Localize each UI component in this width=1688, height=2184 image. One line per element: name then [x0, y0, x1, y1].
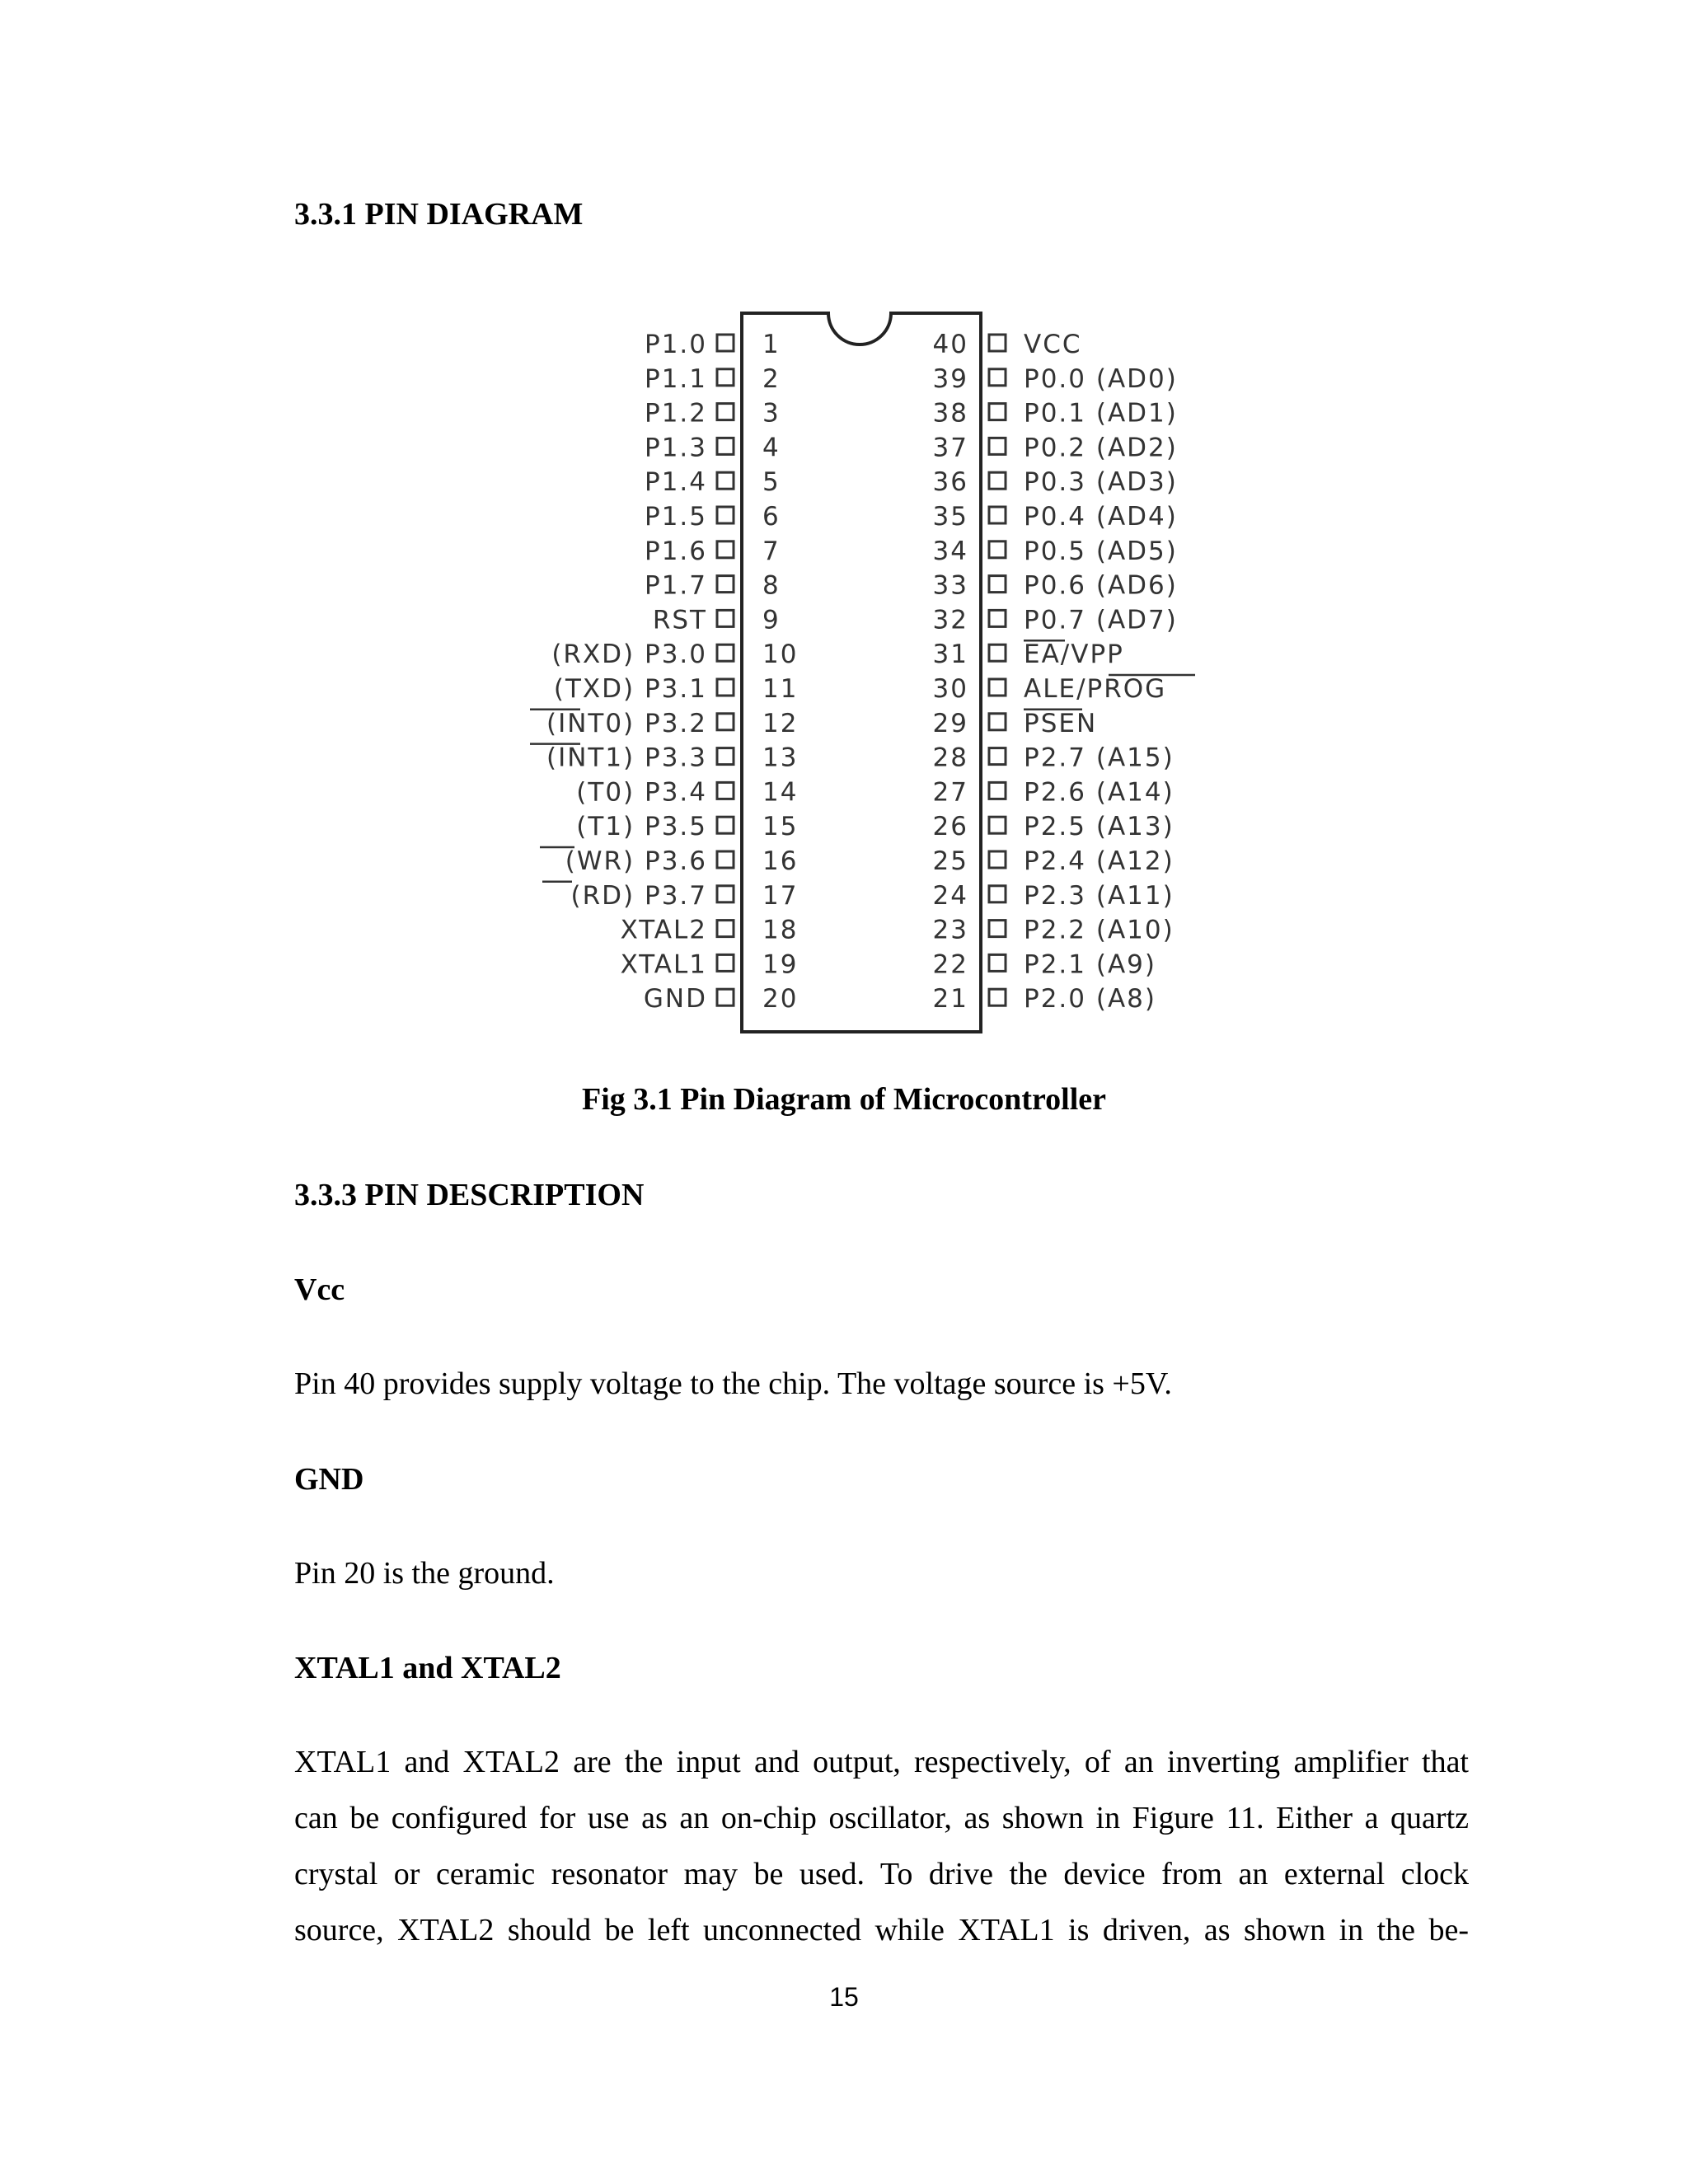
- pin-number-right: 26: [932, 812, 968, 842]
- pin-pad-left: [717, 921, 734, 937]
- pin-label-right: P0.3 (AD3): [1024, 467, 1178, 498]
- pin-pad-left: [717, 748, 734, 765]
- pin-pad-left: [717, 472, 734, 489]
- pin-pad-right: [989, 404, 1006, 420]
- pin-label-right: VCC: [1024, 330, 1082, 359]
- pin-label-right: P0.5 (AD5): [1024, 536, 1178, 566]
- pin-number-right: 32: [932, 605, 968, 635]
- pin-pad-right: [989, 817, 1006, 833]
- pin-label-left: P1.3: [645, 433, 707, 463]
- pin-label-left: (RD) P3.7: [570, 880, 707, 911]
- xtal-line: can be configured for use as an on-chip oscillator, as shown in Figure 11. Either a quartz: [294, 1801, 1469, 1835]
- pin-pad-left: [717, 886, 734, 902]
- pin-label-right: P0.1 (AD1): [1024, 398, 1178, 429]
- pin-diagram: [511, 305, 1220, 1038]
- pin-number-left: 3: [762, 398, 781, 429]
- pin-number-left: 10: [762, 640, 799, 670]
- pin-label-right: P2.0 (A8): [1024, 984, 1156, 1015]
- pin-pad-left: [717, 541, 734, 558]
- pin-pad-right: [989, 782, 1006, 799]
- pin-number-left: 12: [762, 708, 799, 738]
- pin-pad-right: [989, 921, 1006, 937]
- xtal-line: crystal or ceramic resonator may be used. To drive the device from an external clock: [294, 1857, 1469, 1891]
- pin-pad-left: [717, 610, 734, 626]
- pin-label-right: P0.4 (AD4): [1024, 502, 1178, 532]
- vcc-description: Pin 40 provides supply voltage to the chip. The voltage source is +5V.: [294, 1366, 1172, 1401]
- page-number: 15: [829, 1982, 859, 2012]
- pin-label-right: P2.2 (A10): [1024, 915, 1175, 945]
- pin-pad-left: [717, 644, 734, 661]
- pin-label-left: P1.2: [645, 398, 707, 429]
- pin-number-right: 24: [932, 880, 968, 911]
- pin-number-right: 27: [932, 777, 968, 808]
- pin-label-right: PSEN: [1024, 708, 1098, 738]
- pin-pad-right: [989, 644, 1006, 661]
- pin-label-right: EA/VPP: [1024, 640, 1124, 670]
- xtal-line: XTAL1 and XTAL2 are the input and output, respectively, of an inverting amplifier that: [294, 1745, 1469, 1779]
- pin-label-right: P0.0 (AD0): [1024, 363, 1178, 394]
- pin-number-right: 34: [932, 536, 968, 566]
- pin-number-right: 25: [932, 846, 968, 876]
- pin-number-right: 29: [932, 708, 968, 738]
- gnd-description: Pin 20 is the ground.: [294, 1556, 555, 1591]
- pin-pad-left: [717, 989, 734, 1005]
- pin-label-right: P0.2 (AD2): [1024, 433, 1178, 463]
- pin-pad-right: [989, 851, 1006, 868]
- pin-pad-right: [989, 369, 1006, 386]
- pin-pad-right: [989, 438, 1006, 454]
- pin-number-right: 36: [932, 467, 968, 498]
- pin-pad-left: [717, 507, 734, 523]
- pin-label-left: (WR) P3.6: [565, 846, 707, 876]
- pin-label-right: P2.4 (A12): [1024, 846, 1175, 876]
- figure-caption: Fig 3.1 Pin Diagram of Microcontroller: [582, 1082, 1106, 1117]
- pin-number-left: 15: [762, 812, 799, 842]
- pin-pad-left: [717, 817, 734, 833]
- section-heading-pin-description: 3.3.3 PIN DESCRIPTION: [294, 1178, 645, 1212]
- pin-number-left: 1: [762, 330, 781, 359]
- pin-number-left: 16: [762, 846, 799, 876]
- pin-pad-right: [989, 714, 1006, 730]
- pin-pad-right: [989, 507, 1006, 523]
- pin-pad-left: [717, 679, 734, 696]
- pin-number-right: 28: [932, 743, 968, 773]
- pin-label-left: P1.1: [645, 363, 707, 394]
- pin-number-right: 31: [932, 640, 968, 670]
- pin-label-right: P2.6 (A14): [1024, 777, 1175, 808]
- pin-label-right: ALE/PROG: [1024, 674, 1167, 704]
- pin-number-left: 4: [762, 433, 781, 463]
- pin-pad-right: [989, 954, 1006, 971]
- section-heading-pin-diagram: 3.3.1 PIN DIAGRAM: [294, 197, 584, 232]
- pin-pad-left: [717, 851, 734, 868]
- pin-label-left: P1.4: [645, 467, 707, 498]
- pin-label-left: XTAL2: [620, 915, 707, 945]
- pin-number-right: 39: [932, 363, 968, 394]
- pin-pad-left: [717, 782, 734, 799]
- pin-number-left: 6: [762, 502, 781, 532]
- pin-label-left: (INT0) P3.2: [546, 708, 707, 738]
- pin-pad-right: [989, 541, 1006, 558]
- pin-number-left: 2: [762, 363, 781, 394]
- pin-number-right: 40: [932, 330, 968, 359]
- pin-number-right: 33: [932, 570, 968, 601]
- gnd-heading: GND: [294, 1462, 364, 1497]
- pin-pad-right: [989, 989, 1006, 1005]
- pin-label-right: P2.7 (A15): [1024, 743, 1175, 773]
- pin-label-right: P0.6 (AD6): [1024, 570, 1178, 601]
- pin-number-left: 14: [762, 777, 799, 808]
- pin-number-left: 5: [762, 467, 781, 498]
- pin-pad-left: [717, 404, 734, 420]
- pin-label-left: (TXD) P3.1: [553, 674, 707, 704]
- pin-pad-right: [989, 335, 1006, 351]
- pin-label-right: P2.1 (A9): [1024, 949, 1156, 980]
- pin-pad-right: [989, 610, 1006, 626]
- pin-label-left: GND: [643, 984, 707, 1015]
- pin-number-right: 23: [932, 915, 968, 945]
- pin-label-left: P1.7: [645, 570, 707, 601]
- pin-number-left: 9: [762, 605, 781, 635]
- pin-number-left: 20: [762, 984, 799, 1015]
- pin-label-left: (RXD) P3.0: [551, 640, 707, 670]
- pin-label-right: P2.5 (A13): [1024, 812, 1175, 842]
- pin-pad-right: [989, 748, 1006, 765]
- xtal-description: [294, 1734, 1469, 1958]
- pin-label-right: P2.3 (A11): [1024, 880, 1175, 911]
- pin-number-right: 35: [932, 502, 968, 532]
- pin-number-left: 17: [762, 880, 799, 911]
- pin-pad-right: [989, 576, 1006, 593]
- pin-label-right: P0.7 (AD7): [1024, 605, 1178, 635]
- pin-pad-right: [989, 679, 1006, 696]
- pin-number-left: 8: [762, 570, 781, 601]
- pin-number-right: 30: [932, 674, 968, 704]
- pin-label-left: P1.6: [645, 536, 707, 566]
- pin-pad-left: [717, 369, 734, 386]
- pin-pad-left: [717, 576, 734, 593]
- pin-pad-left: [717, 954, 734, 971]
- pin-number-left: 11: [762, 674, 799, 704]
- xtal-line: source, XTAL2 should be left unconnected while XTAL1 is driven, as shown in the be-: [294, 1913, 1469, 1947]
- pin-pad-left: [717, 714, 734, 730]
- xtal-heading: XTAL1 and XTAL2: [294, 1651, 561, 1685]
- pin-pad-left: [717, 438, 734, 454]
- pin-label-left: P1.5: [645, 502, 707, 532]
- pin-label-left: (T1) P3.5: [576, 812, 707, 842]
- vcc-heading: Vcc: [294, 1272, 345, 1307]
- pin-number-right: 21: [932, 984, 968, 1015]
- pin-pad-right: [989, 886, 1006, 902]
- pin-label-left: P1.0: [645, 330, 707, 359]
- pin-label-left: (T0) P3.4: [576, 777, 707, 808]
- pin-label-left: (INT1) P3.3: [546, 743, 707, 773]
- pin-label-left: XTAL1: [620, 949, 707, 980]
- pin-label-left: RST: [652, 605, 707, 635]
- pins-group: [530, 330, 1195, 1014]
- pin-number-right: 22: [932, 949, 968, 980]
- pin-pad-left: [717, 335, 734, 351]
- pin-pad-right: [989, 472, 1006, 489]
- pin-number-left: 13: [762, 743, 799, 773]
- pin-number-right: 38: [932, 398, 968, 429]
- pin-number-left: 18: [762, 915, 799, 945]
- pin-number-left: 7: [762, 536, 781, 566]
- pin-number-right: 37: [932, 433, 968, 463]
- pin-number-left: 19: [762, 949, 799, 980]
